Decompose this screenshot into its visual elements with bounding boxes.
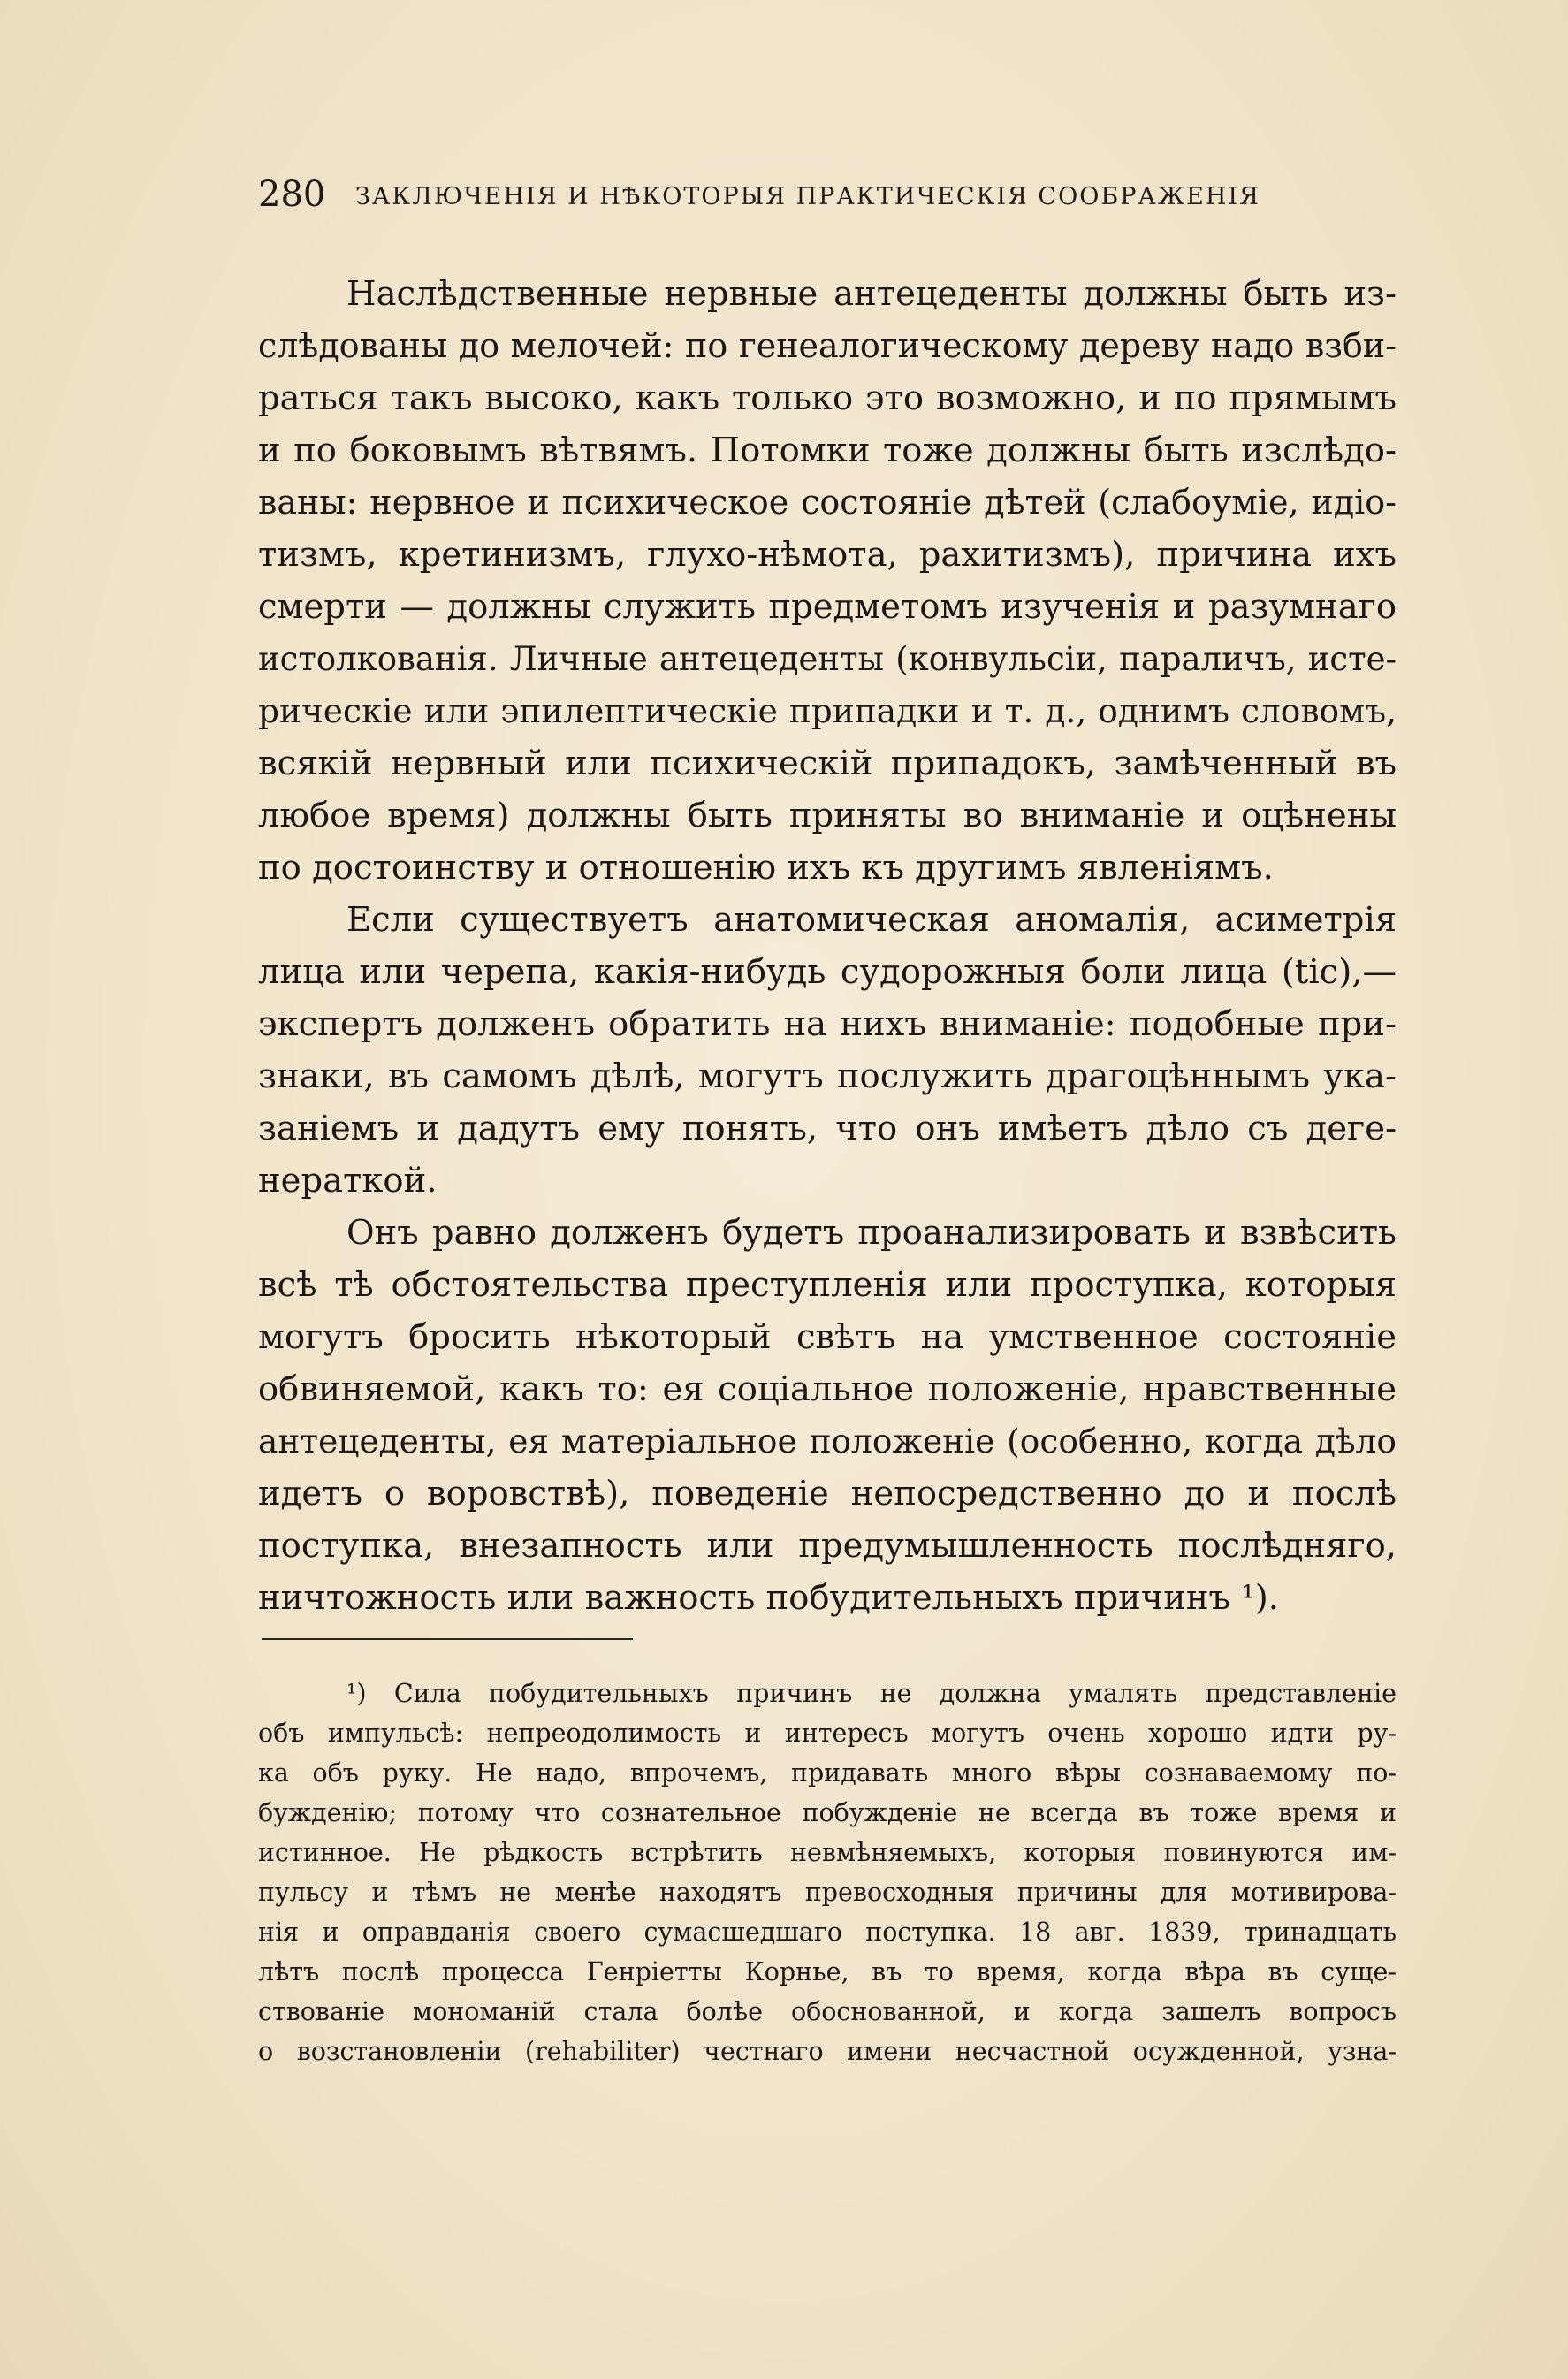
text-line: антецеденты, ея матеріальное положеніе (особенно, когда дѣло <box>258 1422 1397 1460</box>
footnote-line: бужденію; потому что сознательное побужденіе не всегда въ тоже время и <box>258 1798 1397 1827</box>
text-line: ваны: нервное и психическое состояніе дѣтей (слабоуміе, идіо- <box>258 483 1397 522</box>
text-line: поступка, внезапность или предумышленность послѣдняго, <box>258 1526 1397 1566</box>
text-line: слѣдованы до мелочей: по генеалогическому дереву надо взби- <box>258 326 1397 365</box>
text-line: тизмъ, кретинизмъ, глухо-нѣмота, рахитизмъ), причина ихъ <box>258 535 1397 575</box>
text-line: нераткой. <box>258 1161 438 1201</box>
text-line: по достоинству и отношенію ихъ къ другимъ явленіямъ. <box>258 848 1274 888</box>
text-line: идетъ о воровствѣ), поведеніе непосредственно до и послѣ <box>258 1474 1397 1514</box>
text-line: Онъ равно долженъ будетъ проанализировать и взвѣсить <box>346 1213 1397 1253</box>
paragraph <box>258 1207 1397 1624</box>
footnote-separator <box>262 1638 633 1640</box>
page-header <box>258 172 1407 225</box>
text-line: всякій нервный или психическій припадокъ, замѣченный въ <box>258 743 1397 783</box>
footnote-line: пульсу и тѣмъ не менѣе находятъ превосходныя причины для мотивирова- <box>258 1878 1397 1907</box>
footnote-line: нія и оправданія своего сумасшедшаго поступка. 18 авг. 1839, тринадцать <box>258 1918 1397 1947</box>
text-line: рическіе или эпилептическіе припадки и т. д., однимъ словомъ, <box>258 691 1397 730</box>
text-line: знаки, въ самомъ дѣлѣ, могутъ послужить драгоцѣннымъ ука- <box>258 1056 1397 1096</box>
footnote-line: ка объ руку. Не надо, впрочемъ, придавать много вѣры сознаваемому по- <box>258 1758 1397 1788</box>
paragraph <box>258 894 1397 1207</box>
footnote-line: объ импульсѣ: непреодолимость и интересъ могутъ очень хорошо идти ру- <box>258 1719 1397 1748</box>
text-line: раться такъ высоко, какъ только это возможно, и по прямымъ <box>258 378 1397 418</box>
text-line: ничтожность или важность побудительныхъ причинъ ¹). <box>258 1578 1279 1618</box>
text-line: могутъ бросить нѣкоторый свѣтъ на умственное состояніе <box>258 1317 1397 1357</box>
text-line: экспертъ долженъ обратить на нихъ вниманіе: подобные при- <box>258 1004 1397 1044</box>
text-line: смерти — должны служить предметомъ изученія и разумнаго <box>258 587 1397 627</box>
footnote-line: ¹) Сила побудительныхъ причинъ не должна умалять представленіе <box>346 1679 1397 1708</box>
paragraph <box>258 268 1397 894</box>
footnote-line: истинное. Не рѣдкость встрѣтить невмѣняемыхъ, которыя повинуются им- <box>258 1838 1397 1867</box>
running-title: ЗАКЛЮЧЕНІЯ И НѢКОТОРЫЯ ПРАКТИЧЕСКІЯ СООБРАЖЕНІЯ <box>355 183 1260 210</box>
text-line: лица или черепа, какія-нибудь судорожныя боли лица (tic),— <box>258 952 1397 992</box>
text-line: Наслѣдственные нервные антецеденты должны быть из- <box>346 274 1397 314</box>
body-text <box>258 268 1397 1624</box>
text-line: любое время) должны быть приняты во вниманіе и оцѣнены <box>258 796 1397 835</box>
footnote <box>258 1674 1397 2071</box>
footnote-line: ствованіе мономаній стала болѣе обоснованной, и когда зашелъ вопросъ <box>258 1997 1397 2026</box>
text-line: истолкованія. Личные антецеденты (конвульсіи, параличъ, исте- <box>258 640 1397 678</box>
text-line: заніемъ и дадутъ ему понять, что онъ имѣетъ дѣло съ деге- <box>258 1109 1397 1148</box>
footnote-line: о возстановленіи (rehabiliter) честнаго имени несчастной осужденной, узна- <box>258 2037 1397 2066</box>
text-line: всѣ тѣ обстоятельства преступленія или проступка, которыя <box>258 1265 1397 1305</box>
text-line: обвиняемой, какъ то: ея соціальное положеніе, нравственные <box>258 1369 1397 1409</box>
footnote-line: лѣтъ послѣ процесса Генріетты Корнье, въ то время, когда вѣра въ суще- <box>258 1957 1397 1986</box>
text-line: и по боковымъ вѣтвямъ. Потомки тоже должны быть изслѣдо- <box>258 431 1397 470</box>
text-line: Если существуетъ анатомическая аномалія, асиметрія <box>346 900 1397 940</box>
page-number: 280 <box>258 174 326 215</box>
